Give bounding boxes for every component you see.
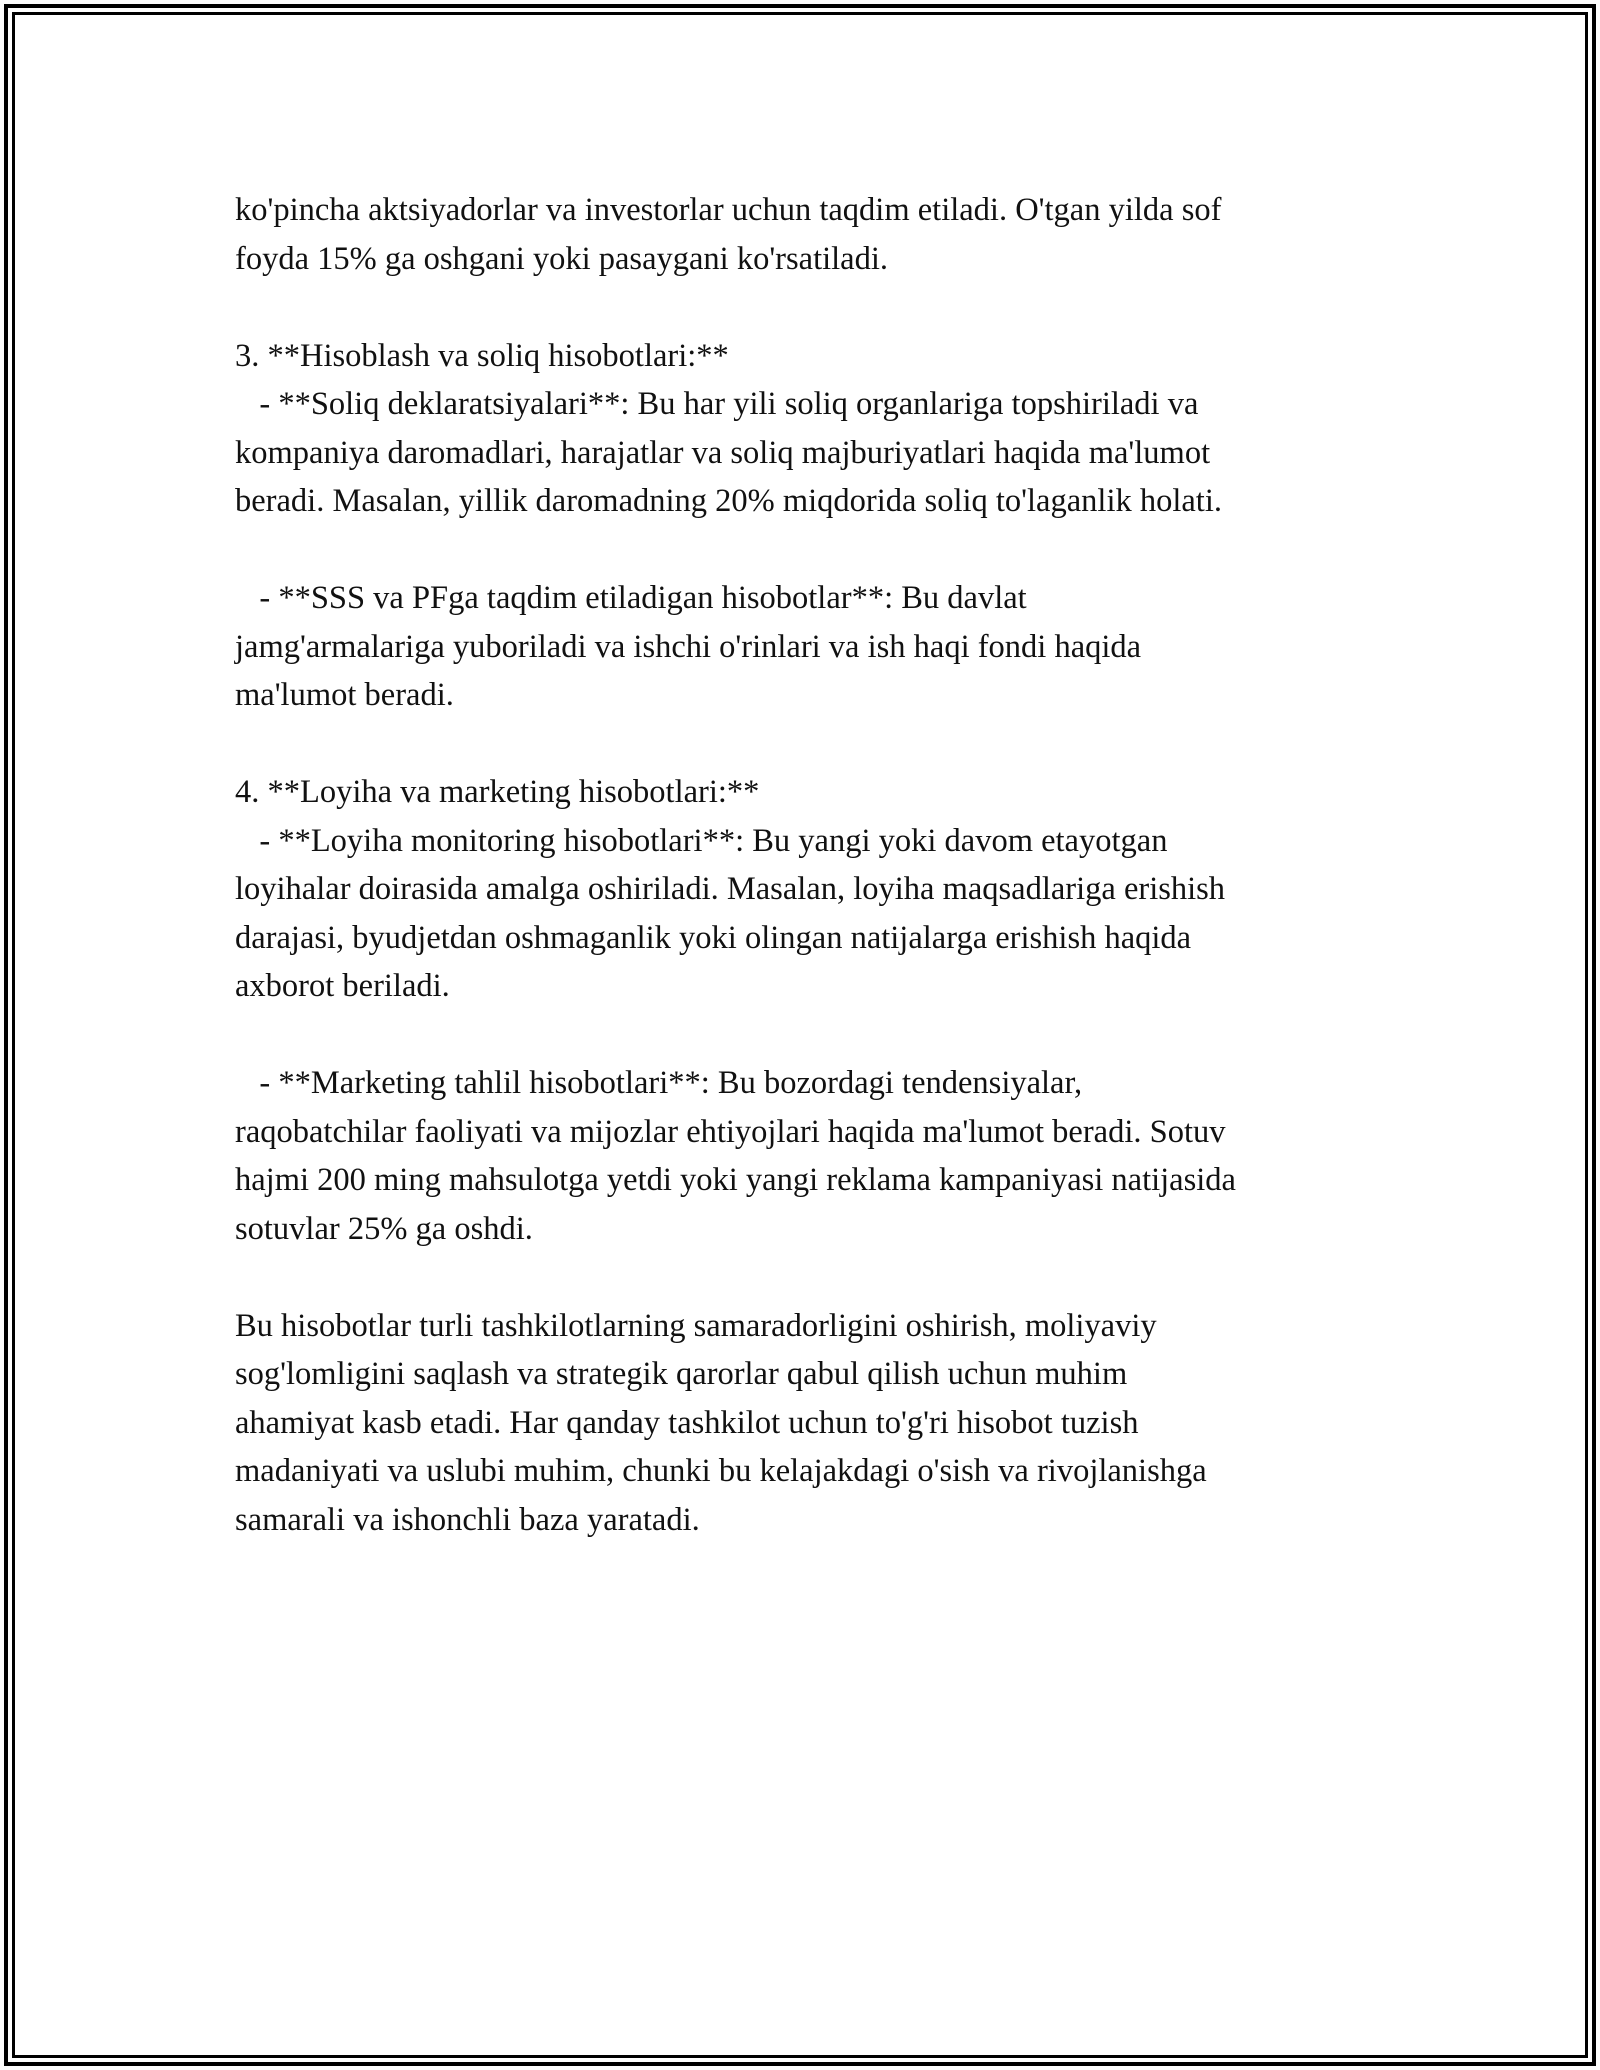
paragraph-intro-continuation: ko'pincha aktsiyadorlar va investorlar uchun taqdim etiladi. O'tgan yilda sof foyda 15% ga oshgani yoki pasaygani ko'rsatiladi. [235, 192, 1222, 277]
paragraph-spacer [235, 283, 1415, 332]
section-3-tax-reports: 3. **Hisoblash va soliq hisobotlari:** - **Soliq deklaratsiyalari**: Bu har yili soliq organlariga topshiriladi va kompaniya daromadlari, harajatlar va soliq majburiyatlari haqida ma'lumot beradi. Masalan, yillik daromadning 20% miqdorida soliq to'laganlik holati. [235, 337, 1222, 519]
document-body [235, 186, 1415, 1544]
section-3-fund-reports: - **SSS va PFga taqdim etiladigan hisobotlar**: Bu davlat jamg'armalariga yuboriladi va ishchi o'rinlari va ish haqi fondi haqida ma'lumot beradi. [235, 580, 1142, 713]
section-4-marketing-reports: - **Marketing tahlil hisobotlari**: Bu bozordagi tendensiyalar, raqobatchilar faoliyati va mijozlar ehtiyojlari haqida ma'lumot beradi. Sotuv hajmi 200 ming mahsulotga yetdi yoki yangi reklama kampaniyasi natijasida sotuvlar 25% ga oshdi. [235, 1065, 1236, 1247]
paragraph-conclusion: Bu hisobotlar turli tashkilotlarning samaradorligini oshirish, moliyaviy sog'lomligini saqlash va strategik qarorlar qabul qilish uchun muhim ahamiyat kasb etadi. Har qanday tashkilot uchun to'g'ri hisobot tuzish madaniyati va uslubi muhim, chunki bu kelajakdagi o'sish va rivojlanishga samarali va ishonchli baza yaratadi. [235, 1307, 1207, 1538]
paragraph-spacer [235, 1011, 1415, 1060]
paragraph-spacer [235, 720, 1415, 769]
paragraph-spacer [235, 526, 1415, 575]
section-4-project-reports: 4. **Loyiha va marketing hisobotlari:** - **Loyiha monitoring hisobotlari**: Bu yangi yoki davom etayotgan loyihalar doirasida amalga oshiriladi. Masalan, loyiha maqsadlariga erishish darajasi, byudjetdan oshmaganlik yoki olingan natijalarga erishish haqida axborot beriladi. [235, 774, 1226, 1004]
paragraph-spacer [235, 1253, 1415, 1302]
